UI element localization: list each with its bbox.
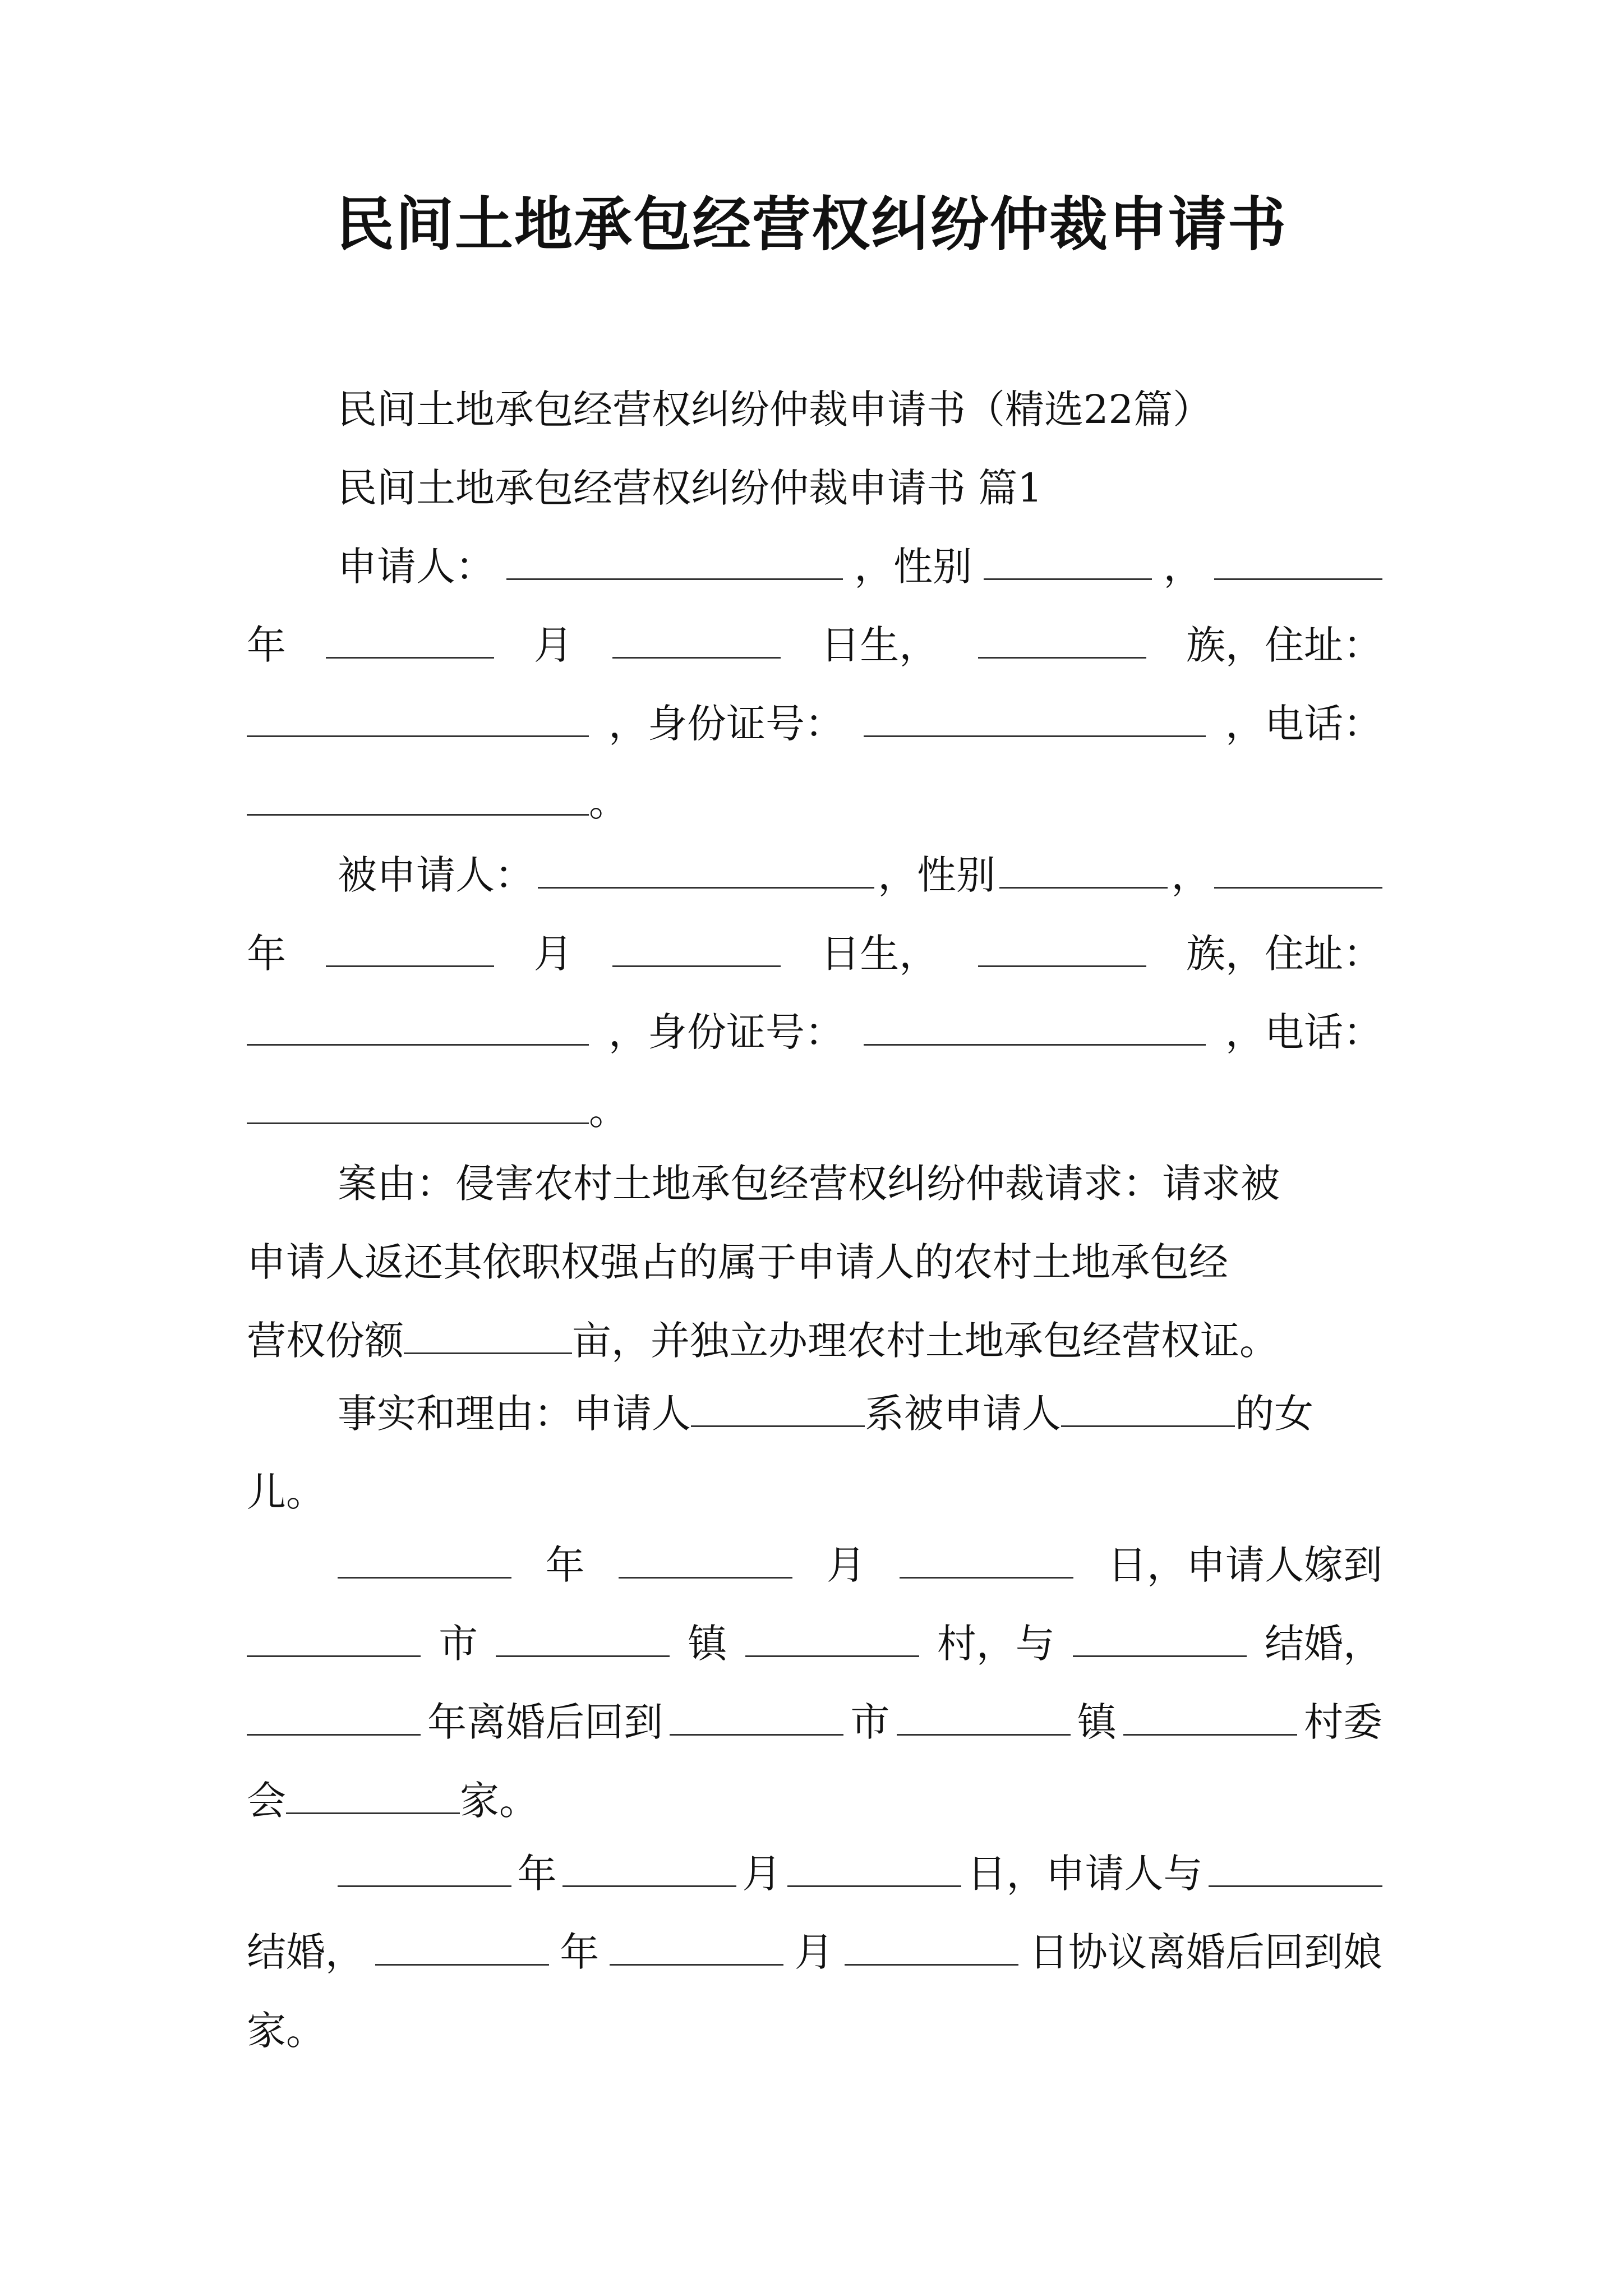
facts-label: 事实和理由：申请人	[338, 1391, 691, 1437]
cause-line-3	[247, 1313, 1382, 1369]
para1-month-blank[interactable]	[619, 1542, 792, 1579]
applicant-id-label: ，身份证号：	[608, 701, 844, 747]
para1-town-blank[interactable]	[496, 1621, 670, 1657]
cause-line-2: 申请人返还其依职权强占的属于申请人的农村土地承包经	[247, 1239, 1228, 1285]
respondent-line-1	[247, 847, 1382, 903]
para1-village-label: 村，与	[937, 1621, 1055, 1667]
cause-request: 亩，并独立办理农村土地承包经营权证。	[572, 1318, 1279, 1364]
facts-applicant-blank[interactable]	[691, 1391, 865, 1427]
applicant-line-4	[247, 774, 1382, 830]
facts-line-1	[247, 1386, 1382, 1442]
para1-town2-blank[interactable]	[897, 1699, 1071, 1736]
para1-line-3	[247, 1694, 1382, 1750]
respondent-birth-year-blank[interactable]	[1214, 852, 1382, 889]
para1-divorce-year-blank[interactable]	[247, 1699, 421, 1736]
respondent-name-blank[interactable]	[538, 852, 874, 889]
applicant-comma: ，	[1163, 544, 1203, 590]
respondent-end: 。	[589, 1088, 628, 1134]
para2-day-label: 日，申请人与	[967, 1851, 1203, 1897]
respondent-line-4	[247, 1083, 1382, 1139]
respondent-id-blank[interactable]	[864, 1009, 1206, 1046]
applicant-year-label: 年	[247, 622, 286, 668]
para2-month-label: 月	[742, 1851, 782, 1897]
para1-spouse-blank[interactable]	[1073, 1621, 1247, 1657]
subtitle: 民间土地承包经营权纠纷仲裁申请书（精选22篇）	[338, 386, 1212, 432]
para2-line-1	[247, 1846, 1382, 1902]
para1-hui-label: 会	[247, 1778, 286, 1824]
applicant-address-blank[interactable]	[247, 701, 589, 737]
para1-city2-label: 市	[850, 1699, 890, 1745]
para1-month-label: 月	[826, 1542, 866, 1588]
para1-home-blank[interactable]	[286, 1778, 460, 1814]
applicant-ethnic-blank[interactable]	[978, 622, 1146, 659]
para2-year2-blank[interactable]	[375, 1929, 549, 1966]
respondent-comma: ，	[1171, 852, 1211, 898]
facts-respondent-label: 系被申请人	[865, 1391, 1061, 1437]
applicant-end: 。	[589, 779, 628, 825]
para1-town2-label: 镇	[1077, 1699, 1117, 1745]
para2-spouse-blank[interactable]	[1209, 1851, 1382, 1887]
para1-day-blank[interactable]	[900, 1542, 1073, 1579]
applicant-day-blank[interactable]	[612, 622, 781, 659]
applicant-phone-blank[interactable]	[247, 779, 589, 816]
applicant-id-blank[interactable]	[864, 701, 1206, 737]
respondent-ethnic-label: 族，住址：	[1186, 931, 1382, 977]
respondent-address-blank[interactable]	[247, 1009, 589, 1046]
respondent-ethnic-blank[interactable]	[978, 931, 1146, 967]
para2-married-label: 结婚，	[247, 1929, 365, 1975]
para1-city-blank[interactable]	[247, 1621, 421, 1657]
respondent-day-blank[interactable]	[612, 931, 781, 967]
para1-line-4	[247, 1773, 1382, 1829]
respondent-year-label: 年	[247, 931, 286, 977]
respondent-birth-label: 日生，	[820, 931, 939, 977]
para1-city-label: 市	[439, 1621, 478, 1667]
section-heading: 民间土地承包经营权纠纷仲裁申请书 篇1	[338, 465, 1043, 511]
para1-married-label: 结婚，	[1264, 1621, 1382, 1667]
applicant-month-blank[interactable]	[326, 622, 494, 659]
para2-day-blank[interactable]	[787, 1851, 961, 1887]
applicant-birth-label: 日生，	[820, 622, 939, 668]
para1-village-blank[interactable]	[745, 1621, 919, 1657]
cause-line-1: 案由：侵害农村土地承包经营权纠纷仲裁请求：请求被	[338, 1161, 1280, 1207]
para1-day-label: 日，申请人嫁到	[1107, 1542, 1382, 1588]
para2-month2-label: 月	[794, 1929, 834, 1975]
para2-month-blank[interactable]	[562, 1851, 736, 1887]
applicant-phone-label: ，电话：	[1225, 701, 1382, 747]
facts-daughter: 的女	[1235, 1391, 1313, 1437]
para1-committee-label: 村委	[1303, 1699, 1382, 1745]
applicant-gender-label: ，性别	[854, 544, 972, 590]
para1-town-label: 镇	[688, 1621, 727, 1667]
respondent-month-blank[interactable]	[326, 931, 494, 967]
para1-village2-blank[interactable]	[1123, 1699, 1297, 1736]
para1-year-blank[interactable]	[338, 1542, 511, 1579]
respondent-id-label: ，身份证号：	[608, 1009, 844, 1055]
para2-year-blank[interactable]	[338, 1851, 511, 1887]
applicant-line-3	[247, 696, 1382, 752]
para2-line-2	[247, 1924, 1382, 1980]
para2-month2-blank[interactable]	[610, 1929, 783, 1966]
applicant-name-blank[interactable]	[506, 544, 843, 580]
para1-line-1	[247, 1537, 1382, 1593]
cause-acre-blank[interactable]	[404, 1318, 572, 1354]
facts-line-2: 儿。	[247, 1469, 325, 1515]
para2-day2-blank[interactable]	[845, 1929, 1018, 1966]
applicant-ethnic-label: 族，住址：	[1186, 622, 1382, 668]
para1-divorce-label: 年离婚后回到	[427, 1699, 663, 1745]
respondent-phone-blank[interactable]	[247, 1088, 589, 1124]
para1-city2-blank[interactable]	[670, 1699, 843, 1736]
para1-year-label: 年	[545, 1542, 585, 1588]
para1-home-label: 家。	[460, 1778, 538, 1824]
cause-share-label: 营权份额	[247, 1318, 404, 1364]
para2-year-label: 年	[517, 1851, 557, 1897]
respondent-phone-label: ，电话：	[1225, 1009, 1382, 1055]
para1-line-2	[247, 1616, 1382, 1672]
para2-year2-label: 年	[560, 1929, 600, 1975]
applicant-line-1	[247, 539, 1382, 595]
applicant-line-2	[247, 617, 1382, 673]
applicant-birth-year-blank[interactable]	[1214, 544, 1382, 580]
respondent-line-2	[247, 926, 1382, 982]
para2-end-label: 日协议离婚后回到娘	[1029, 1929, 1382, 1975]
applicant-month-label: 月	[533, 622, 573, 668]
respondent-label: 被申请人：	[338, 852, 534, 898]
respondent-gender-label: ，性别	[878, 852, 996, 898]
applicant-label: 申请人：	[338, 544, 495, 590]
respondent-gender-blank[interactable]	[999, 852, 1168, 889]
respondent-line-3	[247, 1004, 1382, 1060]
para2-line-3: 家。	[247, 2008, 325, 2054]
facts-respondent-blank[interactable]	[1061, 1391, 1235, 1427]
applicant-gender-blank[interactable]	[984, 544, 1152, 580]
document-title: 民间土地承包经营权纠纷仲裁申请书	[335, 190, 1287, 259]
respondent-month-label: 月	[533, 931, 573, 977]
